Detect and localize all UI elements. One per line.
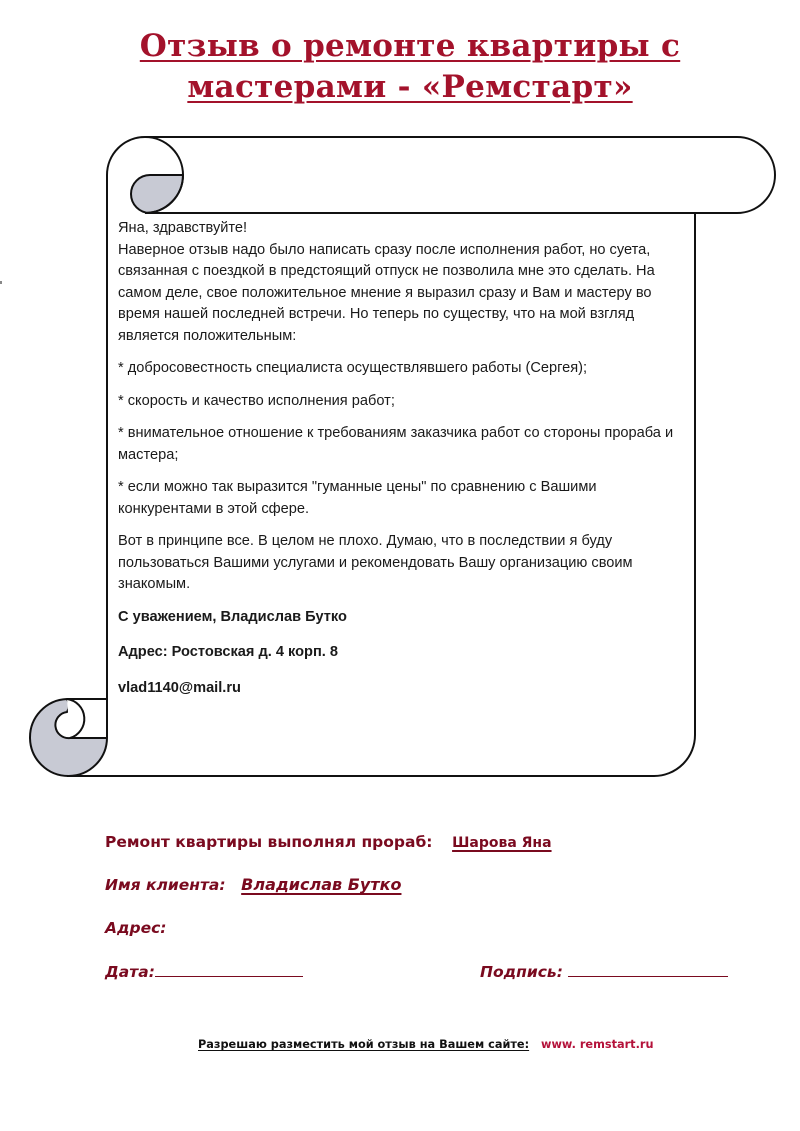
review-letter	[118, 218, 688, 713]
foreman-label: Ремонт квартиры выполнял прораб:	[105, 833, 433, 851]
scroll-top-curl-shade	[131, 175, 183, 213]
foreman-value: Шарова Яна	[452, 835, 552, 851]
letter-address: Адрес: Ростовская д. 4 корп. 8	[118, 644, 338, 660]
address-label: Адрес:	[105, 919, 167, 937]
client-row	[105, 875, 401, 894]
client-label: Имя клиента:	[105, 876, 226, 894]
letter-point: * если можно так выразится "гуманные цены" по сравнению с Вашими конкурентами в этой сфере.	[118, 479, 597, 517]
date-row	[105, 962, 303, 981]
letter-intro: Наверное отзыв надо было написать сразу после исполнения работ, но суета, связанная с поездкой в предстоящий отпуск не позволила мне это сделать. На самом деле, свое положительное мнение я выразил сразу и Вам и мастеру во время нашей последней встречи. Но теперь по существу, что на мой взгляд является положительным:	[118, 241, 655, 344]
consent-line	[198, 1038, 654, 1051]
letter-point: * внимательное отношение к требованиям заказчика работ со стороны прораба и мастера;	[118, 425, 674, 463]
website-link[interactable]: www. remstart.ru	[541, 1038, 654, 1051]
letter-point: * добросовестность специалиста осуществлявшего работы (Сергея);	[118, 360, 588, 376]
letter-signature: С уважением, Владислав Бутко	[118, 608, 347, 625]
title-line-1: Отзыв о ремонте квартиры с	[139, 28, 681, 64]
signature-label: Подпись:	[480, 963, 563, 981]
date-label: Дата:	[105, 963, 155, 981]
signature-row	[480, 962, 728, 981]
scroll-top-bar	[145, 137, 775, 213]
date-field[interactable]	[155, 962, 303, 977]
scroll-top-curl-loop	[145, 137, 183, 175]
signature-field[interactable]	[568, 962, 728, 977]
letter-point: * скорость и качество исполнения работ;	[118, 392, 395, 409]
client-value: Владислав Бутко	[241, 875, 402, 894]
address-row	[105, 918, 167, 937]
letter-closing: Вот в принципе все. В целом не плохо. Думаю, что в последствии я буду пользоваться Вашими услугами и рекомендовать Вашу организацию своим знакомым.	[118, 533, 633, 592]
title-line-2: мастерами - «Ремстарт»	[187, 69, 633, 105]
letter-greeting: Яна, здравствуйте!	[118, 220, 248, 236]
foreman-row	[105, 832, 552, 851]
letter-email: vlad1140@mail.ru	[118, 679, 241, 696]
consent-text: Разрешаю разместить мой отзыв на Вашем сайте:	[198, 1038, 530, 1051]
